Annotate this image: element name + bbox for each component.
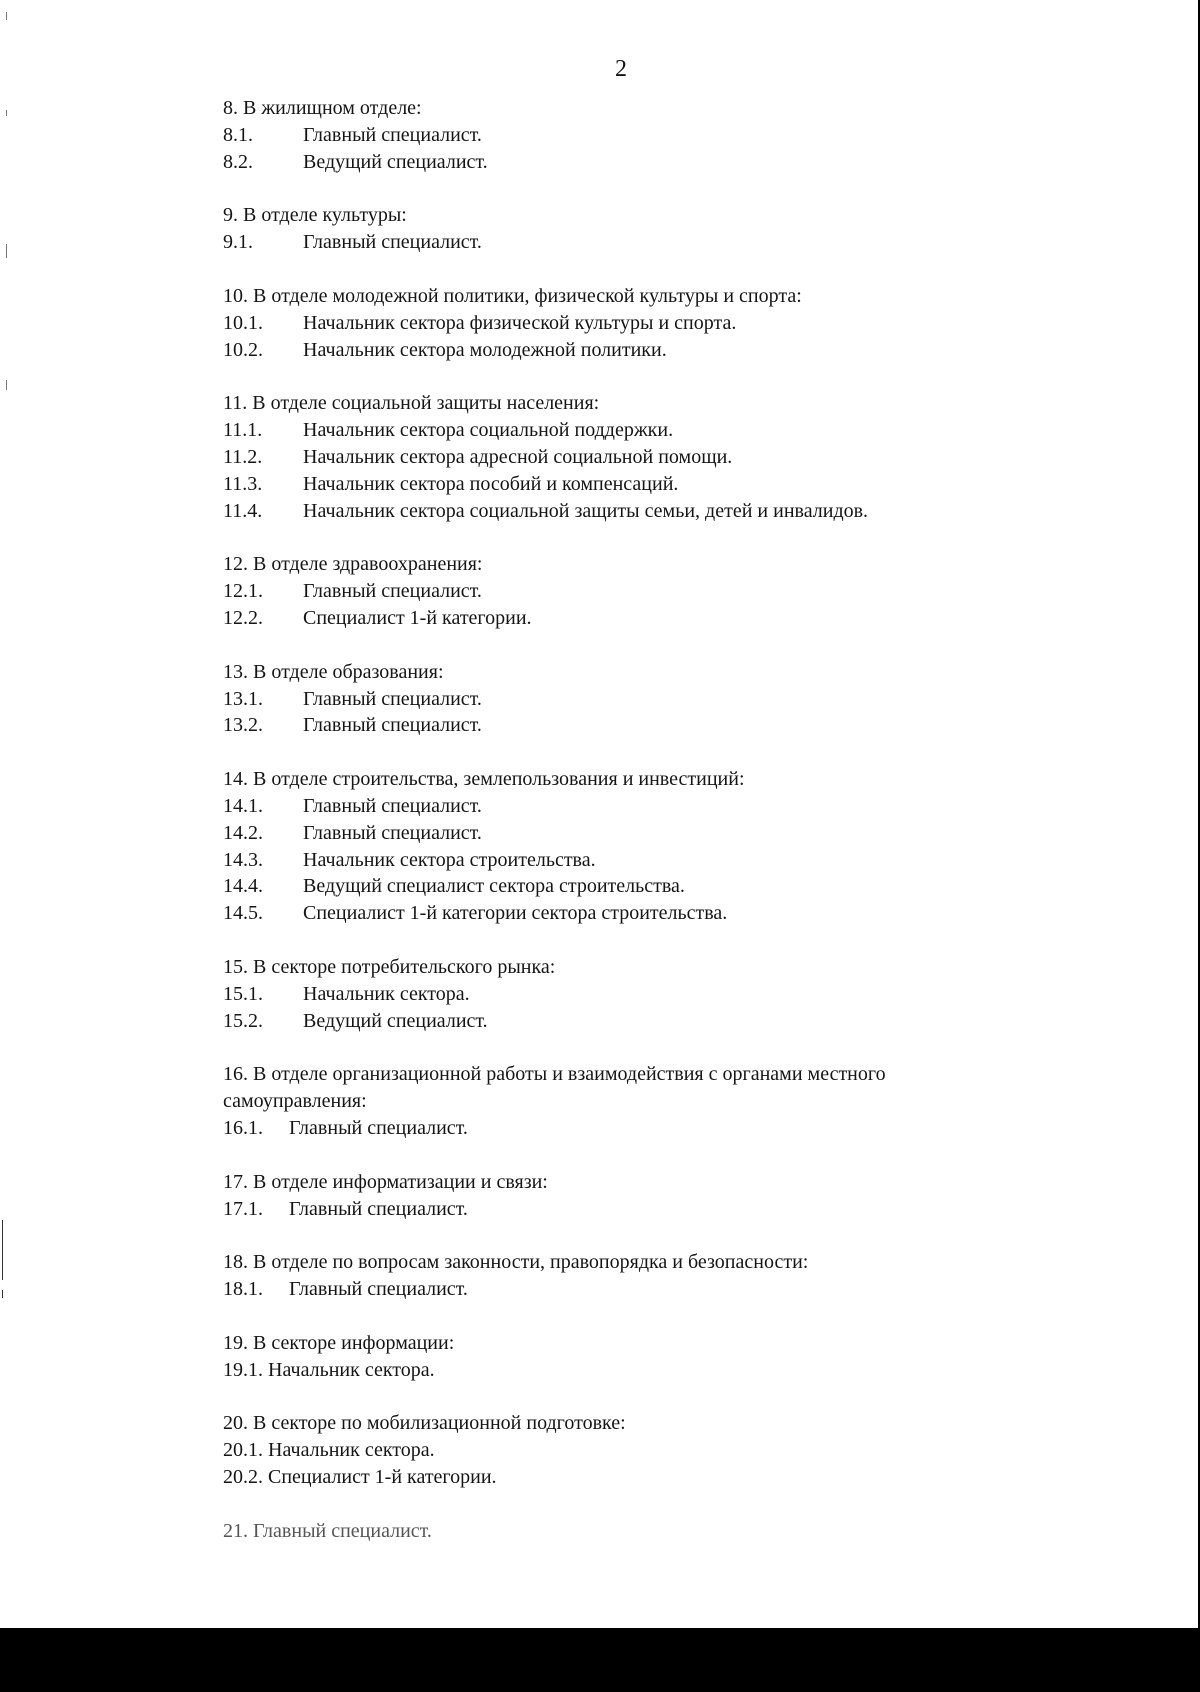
list-item <box>223 981 1043 1008</box>
section-8 <box>223 95 1043 175</box>
item-text: Начальник сектора физической культуры и спорта. <box>303 311 737 334</box>
list-item <box>223 1196 1043 1223</box>
item-text: Ведущий специалист. <box>303 1009 488 1032</box>
section-heading: 21. Главный специалист. <box>223 1519 432 1542</box>
list-item <box>223 1008 1043 1035</box>
item-number: 14.5. <box>223 902 263 925</box>
section-heading: 11. В отделе социальной защиты населения: <box>223 392 600 415</box>
list-item <box>223 793 1043 820</box>
item-number: 14.1. <box>223 794 263 817</box>
section-heading: 18. В отделе по вопросам законности, правопорядка и безопасности: <box>223 1251 809 1274</box>
item-text: Главный специалист. <box>303 714 482 737</box>
page-number: 2 <box>615 56 627 82</box>
item-number: 11.4. <box>223 499 263 522</box>
section-19 <box>223 1330 1043 1384</box>
item-text: Начальник сектора адресной социальной помощи. <box>303 445 733 468</box>
list-item <box>223 337 1043 364</box>
item-text: Начальник сектора молодежной политики. <box>303 338 667 361</box>
list-item <box>223 1437 1043 1464</box>
section-heading: 13. В отделе образования: <box>223 660 444 683</box>
item-number: 11.2. <box>223 445 263 468</box>
item-number: 13.2. <box>223 714 263 737</box>
item-text: Начальник сектора. <box>303 982 470 1005</box>
list-item <box>223 1464 1043 1491</box>
item-text: Главный специалист. <box>303 821 482 844</box>
list-item <box>223 578 1043 605</box>
item-number: 8.2. <box>223 150 253 173</box>
item-text: Главный специалист. <box>303 580 482 603</box>
item-number: 8.1. <box>223 123 253 146</box>
section-heading: 9. В отделе культуры: <box>223 204 407 227</box>
list-item <box>223 471 1043 498</box>
item-text: Главный специалист. <box>303 123 482 146</box>
item-text: Главный специалист. <box>289 1278 468 1301</box>
section-18 <box>223 1249 1043 1303</box>
document-body <box>223 95 1043 1572</box>
item-number: 10.2. <box>223 338 263 361</box>
list-item <box>223 444 1043 471</box>
section-10 <box>223 283 1043 363</box>
list-item <box>223 1276 1043 1303</box>
section-heading: 12. В отделе здравоохранения: <box>223 553 483 576</box>
section-14 <box>223 766 1043 927</box>
item-number: 12.1. <box>223 580 263 603</box>
section-9 <box>223 202 1043 256</box>
section-heading: 10. В отделе молодежной политики, физической культуры и спорта: <box>223 284 802 307</box>
list-item <box>223 873 1043 900</box>
scan-bottom-bar <box>0 1628 1200 1692</box>
section-17 <box>223 1169 1043 1223</box>
list-item <box>223 122 1043 149</box>
item-number: 9.1. <box>223 231 253 254</box>
item-text: Специалист 1-й категории сектора строительства. <box>303 902 728 925</box>
list-item <box>223 149 1043 176</box>
item-number: 14.2. <box>223 821 263 844</box>
section-heading: 14. В отделе строительства, землепользования и инвестиций: <box>223 768 745 791</box>
section-16 <box>223 1061 1043 1141</box>
section-11 <box>223 390 1043 524</box>
item-text: Ведущий специалист. <box>303 150 488 173</box>
list-item <box>223 712 1043 739</box>
item-text: Начальник сектора. <box>268 1439 435 1462</box>
item-text: Начальник сектора социальной поддержки. <box>303 419 674 442</box>
item-number: 14.3. <box>223 848 263 871</box>
list-item <box>223 847 1043 874</box>
item-number: 20.1. <box>223 1439 263 1462</box>
section-heading: 20. В секторе по мобилизационной подготовке: <box>223 1412 626 1435</box>
item-text: Главный специалист. <box>303 231 482 254</box>
section-21 <box>223 1518 1043 1545</box>
list-item <box>223 900 1043 927</box>
item-number: 16.1. <box>223 1116 263 1139</box>
item-text: Главный специалист. <box>303 794 482 817</box>
item-number: 12.2. <box>223 606 263 629</box>
section-heading: 8. В жилищном отделе: <box>223 97 422 119</box>
item-text: Начальник сектора. <box>268 1358 435 1381</box>
section-heading: 19. В секторе информации: <box>223 1331 455 1354</box>
section-20 <box>223 1410 1043 1490</box>
item-text: Начальник сектора социальной защиты семьи, детей и инвалидов. <box>303 499 869 522</box>
list-item <box>223 686 1043 713</box>
item-number: 14.4. <box>223 875 263 898</box>
item-number: 15.2. <box>223 1009 263 1032</box>
scan-mark <box>6 110 7 116</box>
list-item <box>223 417 1043 444</box>
section-heading: 17. В отделе информатизации и связи: <box>223 1170 548 1193</box>
item-number: 19.1. <box>223 1358 263 1381</box>
item-text: Начальник сектора строительства. <box>303 848 596 871</box>
item-text: Главный специалист. <box>289 1197 468 1220</box>
item-number: 11.1. <box>223 419 263 442</box>
scan-mark <box>6 244 7 258</box>
item-number: 15.1. <box>223 982 263 1005</box>
list-item <box>223 1115 1043 1142</box>
item-text: Начальник сектора пособий и компенсаций. <box>303 472 679 495</box>
item-number: 10.1. <box>223 311 263 334</box>
section-heading: 15. В секторе потребительского рынка: <box>223 955 556 978</box>
item-text: Главный специалист. <box>303 687 482 710</box>
section-heading: 16. В отделе организационной работы и взаимодействия с органами местного самоуправления: <box>223 1063 886 1113</box>
item-number: 18.1. <box>223 1278 263 1301</box>
list-item <box>223 605 1043 632</box>
scan-mark <box>6 380 7 390</box>
list-item <box>223 229 1043 256</box>
item-number: 17.1. <box>223 1197 263 1220</box>
item-text: Главный специалист. <box>289 1116 468 1139</box>
item-number: 13.1. <box>223 687 263 710</box>
list-item <box>223 498 1043 525</box>
list-item <box>223 310 1043 337</box>
scan-mark <box>2 1290 3 1298</box>
item-number: 20.2. <box>223 1466 263 1489</box>
list-item <box>223 1357 1043 1384</box>
item-text: Специалист 1-й категории. <box>268 1466 497 1489</box>
list-item <box>223 820 1043 847</box>
section-13 <box>223 659 1043 739</box>
item-text: Ведущий специалист сектора строительства. <box>303 875 685 898</box>
section-15 <box>223 954 1043 1034</box>
scan-mark <box>2 1220 3 1280</box>
scan-mark <box>6 12 7 20</box>
item-text: Специалист 1-й категории. <box>303 606 532 629</box>
item-number: 11.3. <box>223 472 263 495</box>
section-12 <box>223 551 1043 631</box>
